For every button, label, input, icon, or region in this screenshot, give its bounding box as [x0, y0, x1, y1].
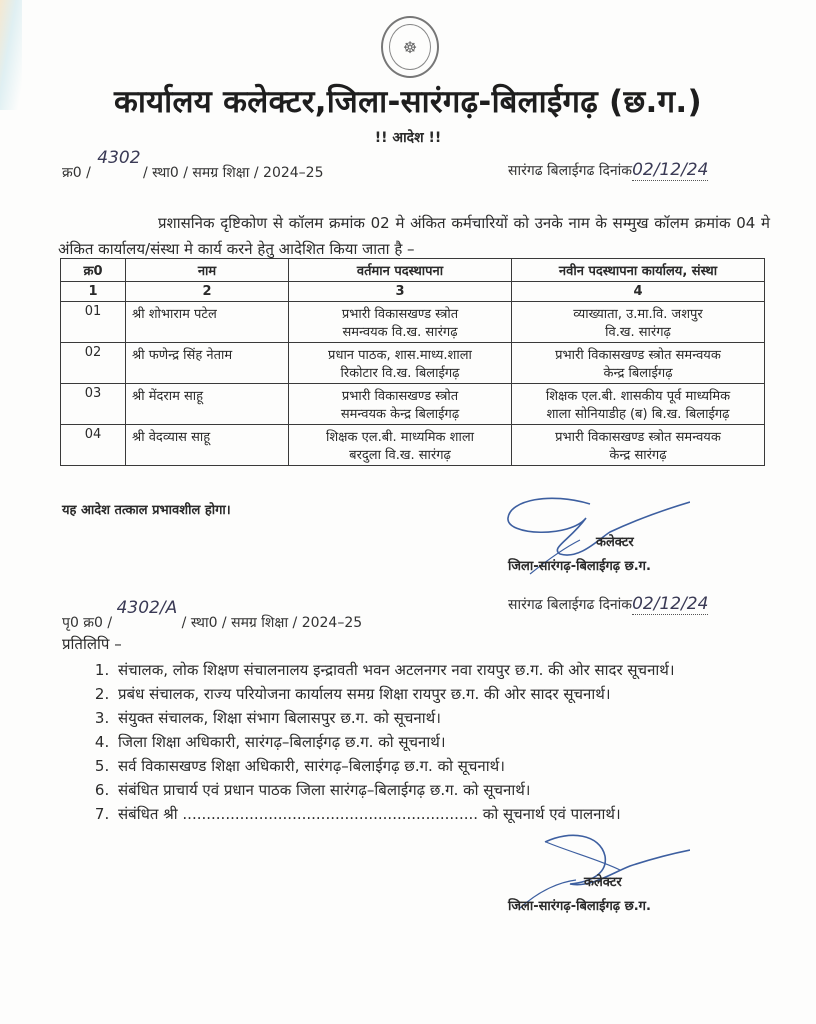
state-emblem-seal-icon: ☸: [381, 16, 439, 78]
endorsement-reference: [62, 598, 363, 632]
copy-item: 3. संयुक्त संचालक, शिक्षा संभाग बिलासपुर छ.ग. को सूचनार्थ।: [114, 706, 780, 730]
copy-item: 5. सर्व विकासखण्ड शिक्षा अधिकारी, सारंगढ़–बिलाईगढ़ छ.ग. को सूचनार्थ।: [114, 754, 780, 778]
row-sno: 01: [61, 302, 126, 343]
order-label: !! आदेश !!: [374, 130, 442, 146]
date-label: सारंगढ बिलाईगढ दिनांक: [508, 163, 633, 179]
endorsement-suffix: / स्था0 / समग्र शिक्षा / 2024–25: [181, 615, 363, 631]
copy-item: 7. संबंधित श्री .............................................................. को सूचनार्थ एवं पालनार्थ।: [114, 802, 780, 826]
row-new: शिक्षक एल.बी. शासकीय पूर्व माध्यमिक शाला सोनियाडीह (ब) बि.ख. बिलाईगढ़: [512, 384, 765, 425]
office-title: कार्यालय कलेक्टर,जिला-सारंगढ़-बिलाईगढ़ (छ.ग.): [114, 84, 702, 120]
signature2-designation: कलेक्टर: [584, 875, 622, 890]
row-sno: 04: [61, 425, 126, 466]
table-row: [61, 302, 765, 343]
row-new: व्याख्याता, उ.मा.वि. जशपुर वि.ख. सारंगढ़: [512, 302, 765, 343]
endorsement-prefix: पृ0 क्र0 /: [62, 615, 113, 631]
header-current-posting: वर्तमान पदस्थापना: [289, 259, 512, 282]
header-sno: क्र0: [61, 259, 126, 282]
reference-number-handwritten: 4302: [97, 148, 141, 168]
reference-suffix: / स्था0 / समग्र शिक्षा / 2024–25: [143, 165, 324, 181]
copy-item: 1. संचालक, लोक शिक्षण संचालनालय इन्द्रावती भवन अटलनगर नवा रायपुर छ.ग. की ओर सादर सूचनार्थ।: [114, 658, 780, 682]
row-current: प्रभारी विकासखण्ड स्त्रोत समन्वयक केन्द्र बिलाईगढ़: [289, 384, 512, 425]
table-row: [61, 343, 765, 384]
copy-item: 2. प्रबंध संचालक, राज्य परियोजना कार्यालय समग्र शिक्षा रायपुर छ.ग. की ओर सादर सूचनार्थ।: [114, 682, 780, 706]
row-name: श्री मेंदराम साहू: [126, 384, 289, 425]
column-number-row: [61, 282, 765, 302]
signature1-district: जिला-सारंगढ़-बिलाईगढ़ छ.ग.: [508, 559, 651, 574]
endorsement-date: [508, 594, 708, 614]
header-new-posting: नवीन पदस्थापना कार्यालय, संस्था: [512, 259, 765, 282]
row-name: श्री वेदव्यास साहू: [126, 425, 289, 466]
table-header-row: [61, 259, 765, 282]
endorsement-date-handwritten: 02/12/24: [632, 594, 709, 614]
row-sno: 03: [61, 384, 126, 425]
header-name: नाम: [126, 259, 289, 282]
row-new: प्रभारी विकासखण्ड स्त्रोत समन्वयक केन्द्र बिलाईगढ़: [512, 343, 765, 384]
colnum-3: 3: [289, 282, 512, 302]
order-date: [508, 160, 708, 180]
order-reference: [62, 148, 324, 182]
row-current: शिक्षक एल.बी. माध्यमिक शाला बरदुला वि.ख. सारंगढ़: [289, 425, 512, 466]
effect-note: यह आदेश तत्काल प्रभावशील होगा।: [62, 503, 231, 518]
date-handwritten: 02/12/24: [632, 160, 709, 180]
transfer-table: [60, 258, 765, 466]
colnum-1: 1: [61, 282, 126, 302]
table-row: [61, 384, 765, 425]
copy-item: 4. जिला शिक्षा अधिकारी, सारंगढ़–बिलाईगढ़ छ.ग. को सूचनार्थ।: [114, 730, 780, 754]
order-paragraph: प्रशासनिक दृष्टिकोण से कॉलम क्रमांक 02 मे अंकित कर्मचारियों को उनके नाम के सम्मुख कॉलम क्रमांक 04 मे अंकित कार्यालय/संस्था मे कार्य करने हेतु आदेशित किया जाता है –: [58, 214, 770, 258]
signature1-designation: कलेक्टर: [596, 535, 634, 550]
row-current: प्रभारी विकासखण्ड स्त्रोत समन्वयक वि.ख. सारंगढ़: [289, 302, 512, 343]
row-name: श्री फणेन्द्र सिंह नेताम: [126, 343, 289, 384]
reference-prefix: क्र0 /: [62, 165, 91, 181]
table-row: [61, 425, 765, 466]
signature2-district: जिला-सारंगढ़-बिलाईगढ़ छ.ग.: [508, 899, 651, 914]
colnum-4: 4: [512, 282, 765, 302]
colnum-2: 2: [126, 282, 289, 302]
copy-item: 6. संबंधित प्राचार्य एवं प्रधान पाठक जिला सारंगढ़–बिलाईगढ़ छ.ग. को सूचनार्थ।: [114, 778, 780, 802]
row-new: प्रभारी विकासखण्ड स्त्रोत समन्वयक केन्द्र सारंगढ़: [512, 425, 765, 466]
endorsement-number-handwritten: 4302/A: [116, 598, 178, 618]
row-sno: 02: [61, 343, 126, 384]
row-name: श्री शोभाराम पटेल: [126, 302, 289, 343]
row-current: प्रधान पाठक, शास.माध्य.शाला रिकोटार वि.ख. बिलाईगढ़: [289, 343, 512, 384]
copy-label: प्रतिलिपि –: [62, 635, 122, 653]
copy-list: [100, 658, 780, 826]
endorsement-date-label: सारंगढ बिलाईगढ दिनांक: [508, 597, 633, 613]
